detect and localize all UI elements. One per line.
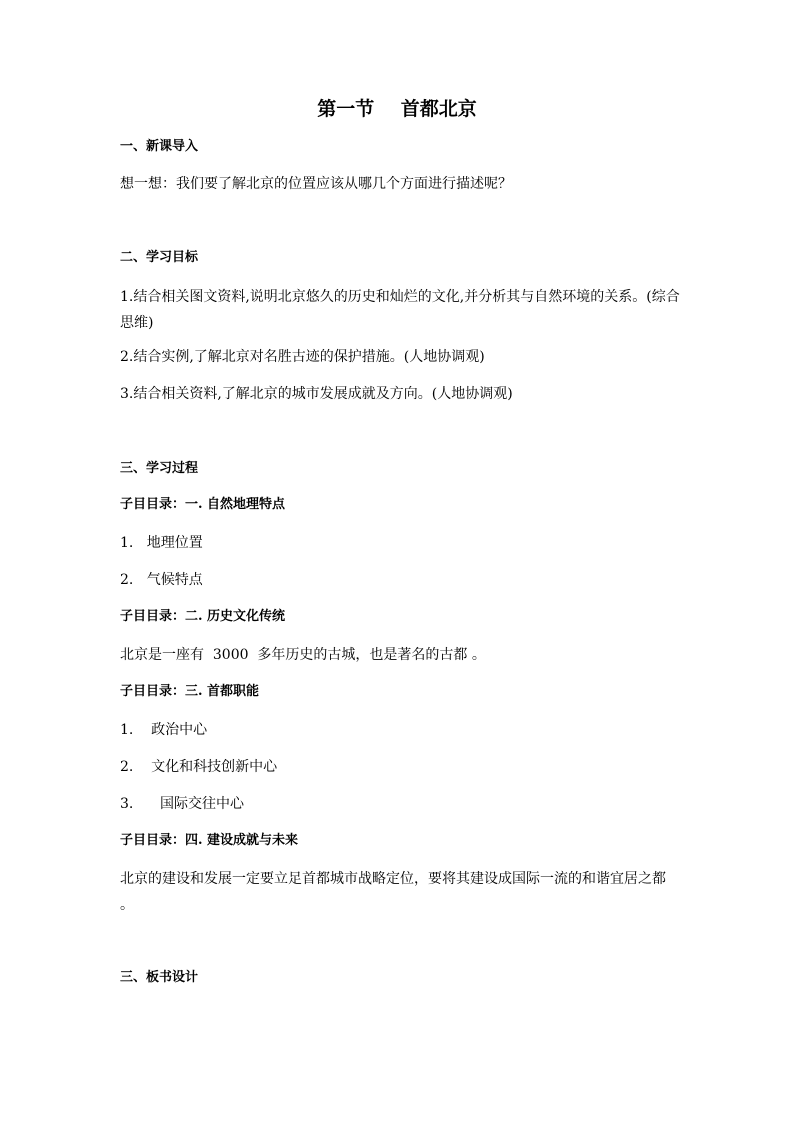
document-title: 第一节 首都北京 xyxy=(317,98,477,120)
section-heading-goals: 二、学习目标 xyxy=(120,250,199,265)
goal-item-1: 1.结合相关图文资料,说明北京悠久的历史和灿烂的文化,并分析其与自然环境的关系。(综合思维) xyxy=(120,289,680,331)
section-heading-intro: 一、新课导入 xyxy=(120,139,199,154)
subsection-heading-1: 子目目录：一. 自然地理特点 xyxy=(120,497,286,512)
future-text: 北京的建设和发展一定要立足首都城市战略定位，要将其建设成国际一流的和谐宜居之都 。 xyxy=(120,871,666,913)
subsection-heading-3: 子目目录：三. 首都职能 xyxy=(120,684,260,699)
subsection-heading-2: 子目目录：二. 历史文化传统 xyxy=(120,609,286,624)
subsection-heading-4: 子目目录：四. 建设成就与未来 xyxy=(120,833,299,848)
list-item: 3. 国际交往中心 xyxy=(120,796,245,812)
list-item: 1. 地理位置 xyxy=(120,535,203,551)
section-heading-board: 三、板书设计 xyxy=(120,970,199,985)
intro-text: 想一想：我们要了解北京的位置应该从哪几个方面进行描述呢？ xyxy=(120,176,512,192)
history-text: 北京是一座有 3000 多年历史的古城，也是著名的古都 。 xyxy=(120,647,486,663)
list-item: 2. 气候特点 xyxy=(120,572,203,588)
section-heading-process: 三、学习过程 xyxy=(120,461,199,476)
list-item: 1. 政治中心 xyxy=(120,722,208,738)
goal-item-2: 2.结合实例,了解北京对名胜古迹的保护措施。(人地协调观) xyxy=(120,349,485,365)
goal-item-3: 3.结合相关资料,了解北京的城市发展成就及方向。(人地协调观) xyxy=(120,386,513,402)
list-item: 2. 文化和科技创新中心 xyxy=(120,759,278,775)
